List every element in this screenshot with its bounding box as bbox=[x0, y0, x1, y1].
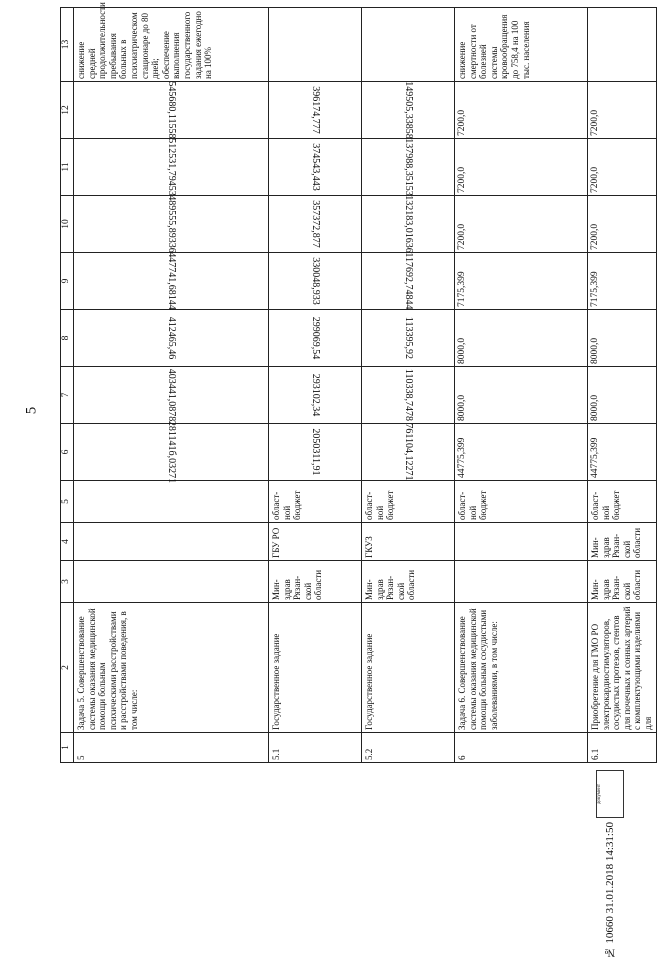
col-header: 12 bbox=[61, 82, 74, 139]
cell-task: Государственное задание bbox=[362, 603, 455, 733]
value-text: 403441,0878 bbox=[165, 368, 177, 422]
cell-task: Задача 5. Совершенствование системы оказания медицинской помощи больным психическими расстройствами и расстройствами поведения, в том числе: bbox=[74, 603, 269, 733]
col-header: 6 bbox=[61, 424, 74, 481]
cell-value: 8000,0 bbox=[455, 367, 588, 424]
cell-task: Приобретение для ГМО РО электрокардиостимуляторов, сосудистых протезов, стентов для почечных и сонных артерий с комплектующими изделиями для bbox=[588, 603, 657, 733]
col-header: 4 bbox=[61, 523, 74, 561]
col-header: 9 bbox=[61, 253, 74, 310]
cell-result bbox=[269, 8, 362, 82]
cell-value bbox=[362, 310, 455, 367]
cell-value: 44775,399 bbox=[588, 424, 657, 481]
registration-stamp: документ bbox=[596, 770, 624, 818]
value-text: 489555,89336 bbox=[165, 195, 177, 253]
cell-number: 6 bbox=[455, 733, 588, 763]
table-row bbox=[588, 8, 657, 763]
value-text: 761104,12271 bbox=[402, 423, 414, 481]
cell-executor bbox=[74, 561, 269, 603]
cell-value bbox=[269, 367, 362, 424]
cell-value: 7200,0 bbox=[455, 196, 588, 253]
cell-institution bbox=[455, 523, 588, 561]
page-number: 5 bbox=[23, 406, 40, 415]
cell-value bbox=[74, 310, 269, 367]
document-footer bbox=[590, 770, 630, 958]
col-header: 3 bbox=[61, 561, 74, 603]
cell-source: област-ной бюджет bbox=[362, 481, 455, 523]
cell-number: 5.1 bbox=[269, 733, 362, 763]
table-viewport bbox=[60, 2, 654, 763]
cell-institution bbox=[74, 523, 269, 561]
cell-value bbox=[269, 253, 362, 310]
cell-value: 8000,0 bbox=[588, 367, 657, 424]
value-text: 396174,777 bbox=[309, 86, 321, 134]
cell-result bbox=[588, 8, 657, 82]
cell-value bbox=[74, 367, 269, 424]
cell-source: област-ной бюджет bbox=[455, 481, 588, 523]
cell-value bbox=[74, 82, 269, 139]
cell-institution: ГКУЗ bbox=[362, 523, 455, 561]
cell-value: 7200,0 bbox=[588, 82, 657, 139]
value-text: 281141б,03271 bbox=[165, 420, 177, 484]
col-header: 13 bbox=[61, 8, 74, 82]
cell-task: Задача 6. Совершенствование системы оказания медицинской помощи больным сосудистыми заболеваниями, в том числе: bbox=[455, 603, 588, 733]
col-header: 7 bbox=[61, 367, 74, 424]
document-reference: № 10660 31.01.2018 14:31:50 bbox=[604, 822, 616, 958]
col-header: 1 bbox=[61, 733, 74, 763]
value-text: 110338,7478 bbox=[402, 368, 414, 422]
cell-value bbox=[269, 424, 362, 481]
value-text: 374543,443 bbox=[309, 143, 321, 191]
cell-value bbox=[362, 139, 455, 196]
cell-executor bbox=[455, 561, 588, 603]
cell-value bbox=[74, 420, 269, 484]
value-text: 117692,74844 bbox=[402, 252, 414, 310]
program-table bbox=[60, 2, 657, 763]
cell-executor: Мин-здрав Рязан-ской области bbox=[362, 561, 455, 603]
cell-value bbox=[269, 310, 362, 367]
cell-source bbox=[74, 481, 269, 523]
cell-executor: Мин-здрав Рязан-ской области bbox=[269, 561, 362, 603]
value-text: 545680,11558 bbox=[165, 81, 177, 139]
cell-value bbox=[362, 82, 455, 139]
cell-value: 7200,0 bbox=[455, 82, 588, 139]
cell-executor: Мин-здрав Рязан-ской области bbox=[588, 561, 657, 603]
cell-value bbox=[362, 424, 455, 481]
value-text: 412465,46 bbox=[165, 316, 177, 360]
value-text: 330048,933 bbox=[309, 257, 321, 305]
cell-value: 7200,0 bbox=[588, 196, 657, 253]
table-row bbox=[362, 8, 455, 763]
cell-value bbox=[269, 82, 362, 139]
cell-value: 8000,0 bbox=[455, 310, 588, 367]
cell-result: снижение смертности от болезней системы кровообращения до 758,4 на 100 тыс. населения bbox=[455, 8, 588, 82]
cell-value bbox=[74, 196, 269, 253]
col-header: 10 bbox=[61, 196, 74, 253]
cell-value: 7200,0 bbox=[588, 139, 657, 196]
cell-institution: Мин-здрав Рязан-ской области bbox=[588, 523, 657, 561]
value-text: 132183,01636 bbox=[402, 195, 414, 253]
value-text: 512531,79453 bbox=[165, 138, 177, 196]
cell-number: 5 bbox=[74, 733, 269, 763]
cell-value bbox=[74, 253, 269, 310]
rotated-table bbox=[60, 2, 654, 763]
cell-value bbox=[269, 196, 362, 253]
header-row bbox=[61, 8, 74, 763]
cell-source: област-ной бюджет bbox=[269, 481, 362, 523]
col-header: 8 bbox=[61, 310, 74, 367]
cell-institution: ГБУ РО bbox=[269, 523, 362, 561]
cell-value: 7175,399 bbox=[588, 253, 657, 310]
cell-number: 6.1 bbox=[588, 733, 657, 763]
cell-value bbox=[362, 367, 455, 424]
value-text: 293102,34 bbox=[309, 373, 321, 417]
cell-value: 44775,399 bbox=[455, 424, 588, 481]
table-row bbox=[269, 8, 362, 763]
value-text: 299069,54 bbox=[309, 316, 321, 360]
cell-number: 5.2 bbox=[362, 733, 455, 763]
table-row bbox=[455, 8, 588, 763]
cell-value bbox=[362, 253, 455, 310]
cell-result: снижение средней продолжительности пребывания больных в психиатрическом стационаре до 80 дней; обеспечение выполнения государственного задания ежегодно на 100% bbox=[74, 8, 269, 82]
value-text: 113395,92 bbox=[402, 316, 414, 360]
value-text: 447741,68144 bbox=[165, 252, 177, 310]
table-row bbox=[74, 8, 269, 763]
cell-value: 8000,0 bbox=[588, 310, 657, 367]
cell-value: 7200,0 bbox=[455, 139, 588, 196]
cell-value: 7175,399 bbox=[455, 253, 588, 310]
cell-value bbox=[74, 139, 269, 196]
value-text: 137988,35153 bbox=[402, 138, 414, 196]
cell-task: Государственное задание bbox=[269, 603, 362, 733]
value-text: 357372,877 bbox=[309, 200, 321, 248]
cell-source: област-ной бюджет bbox=[588, 481, 657, 523]
cell-value bbox=[269, 139, 362, 196]
col-header: 2 bbox=[61, 603, 74, 733]
cell-result bbox=[362, 8, 455, 82]
col-header: 5 bbox=[61, 481, 74, 523]
col-header: 11 bbox=[61, 139, 74, 196]
value-text: 2050311,91 bbox=[309, 428, 321, 476]
value-text: 149505,33858 bbox=[402, 81, 414, 139]
cell-value bbox=[362, 196, 455, 253]
